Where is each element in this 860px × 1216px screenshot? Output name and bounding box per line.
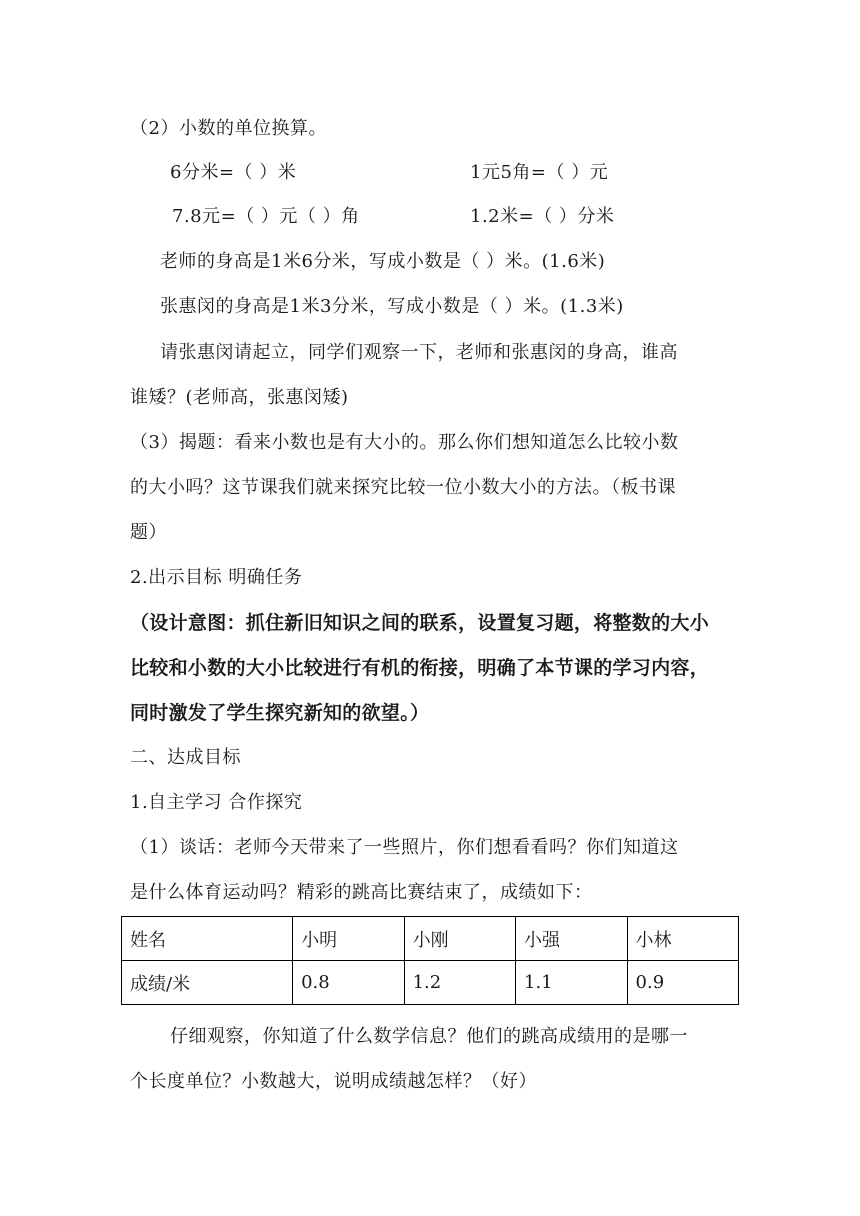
high-jump-score-table [121, 916, 739, 1005]
section-heading-achieve-goals: 二、达成目标 [130, 747, 241, 768]
paragraph-line: 的大小吗？这节课我们就来探究比较一位小数大小的方法。（板书课 [130, 477, 676, 498]
paragraph-line: 请张惠闵请起立，同学们观察一下，老师和张惠闵的身高，谁高 [160, 342, 678, 363]
exercise-meter-to-decimeter: 1.2米=（ ）分米 [470, 206, 615, 227]
table-cell: 姓名 [122, 917, 293, 961]
paragraph-line: 是什么体育运动吗？精彩的跳高比赛结束了，成绩如下： [130, 882, 593, 903]
table-header-row [122, 917, 739, 961]
exercise-yuan-jiao: 1元5角=（ ）元 [470, 162, 609, 183]
table-cell: 1.1 [516, 961, 627, 1005]
teacher-height-line: 老师的身高是1米6分米，写成小数是（ ）米。(1.6米) [160, 251, 606, 272]
table-cell: 小强 [516, 917, 627, 961]
table-row [122, 961, 739, 1005]
exercise-yuan-split: 7.8元=（ ）元（ ）角 [172, 206, 360, 227]
table-cell: 小明 [293, 917, 404, 961]
paragraph-line: 谁矮？(老师高，张惠闵矮) [130, 387, 349, 408]
table-cell: 成绩/米 [122, 961, 293, 1005]
design-intent-line: 同时激发了学生探究新知的欲望。） [130, 702, 430, 724]
section-heading-objectives: 2.出示目标 明确任务 [130, 567, 303, 588]
student-height-line: 张惠闵的身高是1米3分米，写成小数是（ ）米。(1.3米) [160, 296, 624, 317]
paragraph-line: 题） [130, 522, 167, 543]
design-intent-line: （设计意图：抓住新旧知识之间的联系，设置复习题，将整数的大小 [130, 612, 710, 634]
table-cell: 0.8 [293, 961, 404, 1005]
section-heading-self-study: 1.自主学习 合作探究 [130, 792, 303, 813]
paragraph-line: 仔细观察，你知道了什么数学信息？他们的跳高成绩用的是哪一 [170, 1026, 688, 1047]
section-heading-unit-conversion: （2）小数的单位换算。 [130, 118, 327, 139]
design-intent-line: 比较和小数的大小比较进行有机的衔接，明确了本节课的学习内容， [130, 657, 710, 679]
paragraph-line: 个长度单位？小数越大，说明成绩越怎样？（好） [130, 1071, 537, 1092]
paragraph-line: （1）谈话：老师今天带来了一些照片，你们想看看吗？你们知道这 [130, 837, 679, 858]
table-cell: 小刚 [404, 917, 515, 961]
paragraph-line: （3）揭题：看来小数也是有大小的。那么你们想知道怎么比较小数 [130, 432, 679, 453]
table-cell: 1.2 [404, 961, 515, 1005]
exercise-decimeter-to-meter: 6分米=（ ）米 [170, 162, 297, 183]
table-cell: 小林 [627, 917, 738, 961]
table-cell: 0.9 [627, 961, 738, 1005]
